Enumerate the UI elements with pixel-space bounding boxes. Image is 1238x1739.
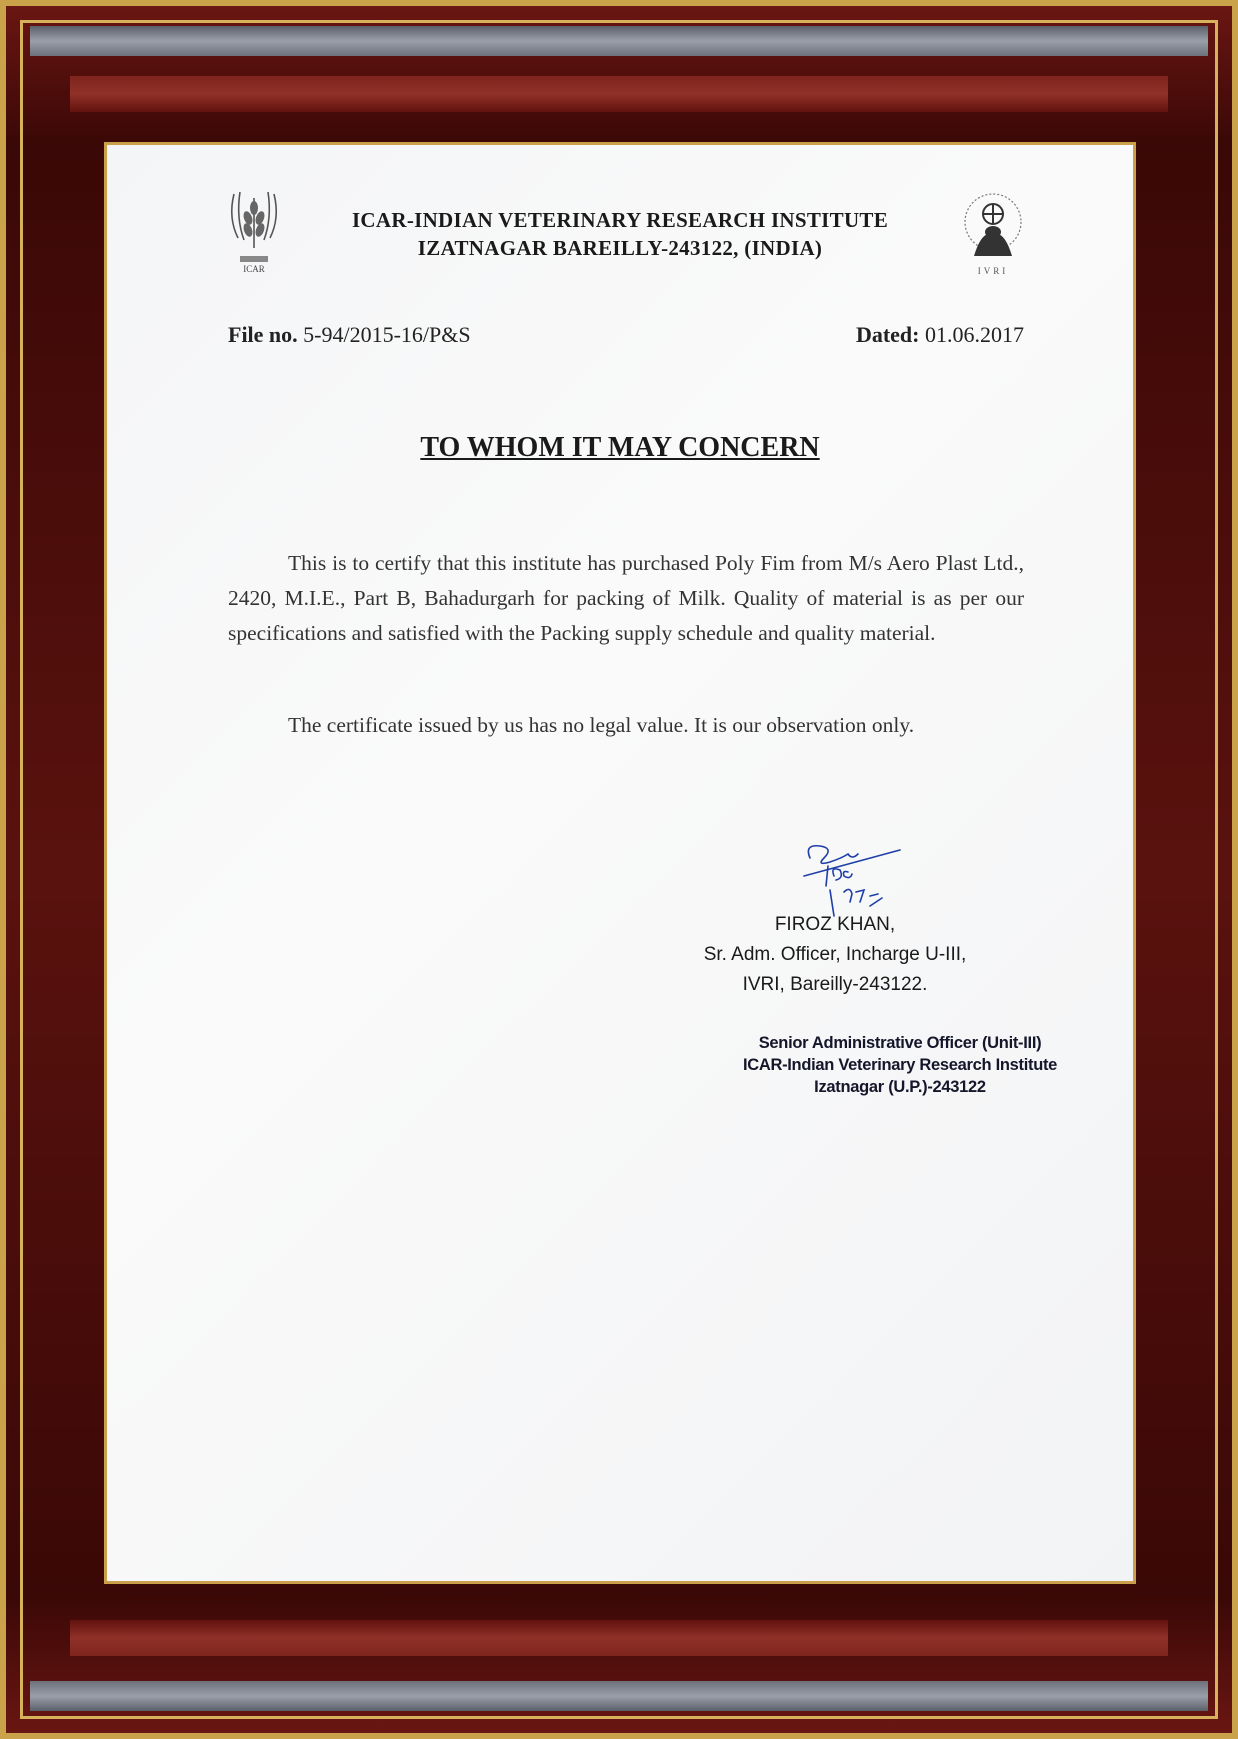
date-value: 01.06.2017: [925, 322, 1024, 347]
signatory-address: IVRI, Bareilly-243122.: [742, 974, 928, 995]
icar-wheat-logo-icon: [224, 188, 284, 276]
institute-address: IZATNAGAR BAREILLY-243122, (INDIA): [417, 236, 823, 260]
file-number-label: File no.: [228, 322, 298, 347]
certificate-paper: [104, 142, 1136, 1584]
stamp-line-3: Izatnagar (U.P.)-243122: [814, 1078, 986, 1096]
frame-sheen-bottom: [70, 1620, 1168, 1656]
signatory-block: [660, 910, 1010, 1000]
icar-logo-caption: ICAR: [243, 264, 265, 274]
body-paragraph-2: The certificate issued by us has no legal value. It is our observation only.: [288, 713, 915, 737]
date: [856, 322, 1024, 348]
ivri-logo-caption: IVRI: [977, 266, 1009, 276]
institute-name: ICAR-INDIAN VETERINARY RESEARCH INSTITUTE: [351, 208, 889, 232]
stamp-line-2: ICAR-Indian Veterinary Research Institute: [742, 1056, 1058, 1074]
file-number: [228, 322, 471, 348]
ivri-emblem-icon: [960, 186, 1026, 282]
file-number-value: 5-94/2015-16/P&S: [303, 322, 471, 347]
frame-bevel-top: [30, 26, 1208, 56]
reference-row: [228, 322, 1024, 352]
stamp-line-1: Senior Administrative Officer (Unit-III): [758, 1034, 1042, 1052]
frame-bevel-bottom: [30, 1681, 1208, 1711]
signatory-name: FIROZ KHAN,: [774, 914, 896, 935]
document-title: TO WHOM IT MAY CONCERN: [420, 432, 820, 463]
date-label: Dated:: [855, 322, 920, 347]
body-paragraph-1: This is to certify that this institute has purchased Poly Fim from M/s Aero Plast Ltd., 2420, M.I.E., Part B, Bahadurgarh for packing of Milk. Quality of material is as per our specifications and satisfied with the Packing supply schedule and quality material.: [228, 551, 1024, 645]
official-stamp: [700, 1032, 1100, 1098]
signatory-designation: Sr. Adm. Officer, Incharge U-III,: [703, 944, 967, 965]
frame-sheen-top: [70, 76, 1168, 112]
